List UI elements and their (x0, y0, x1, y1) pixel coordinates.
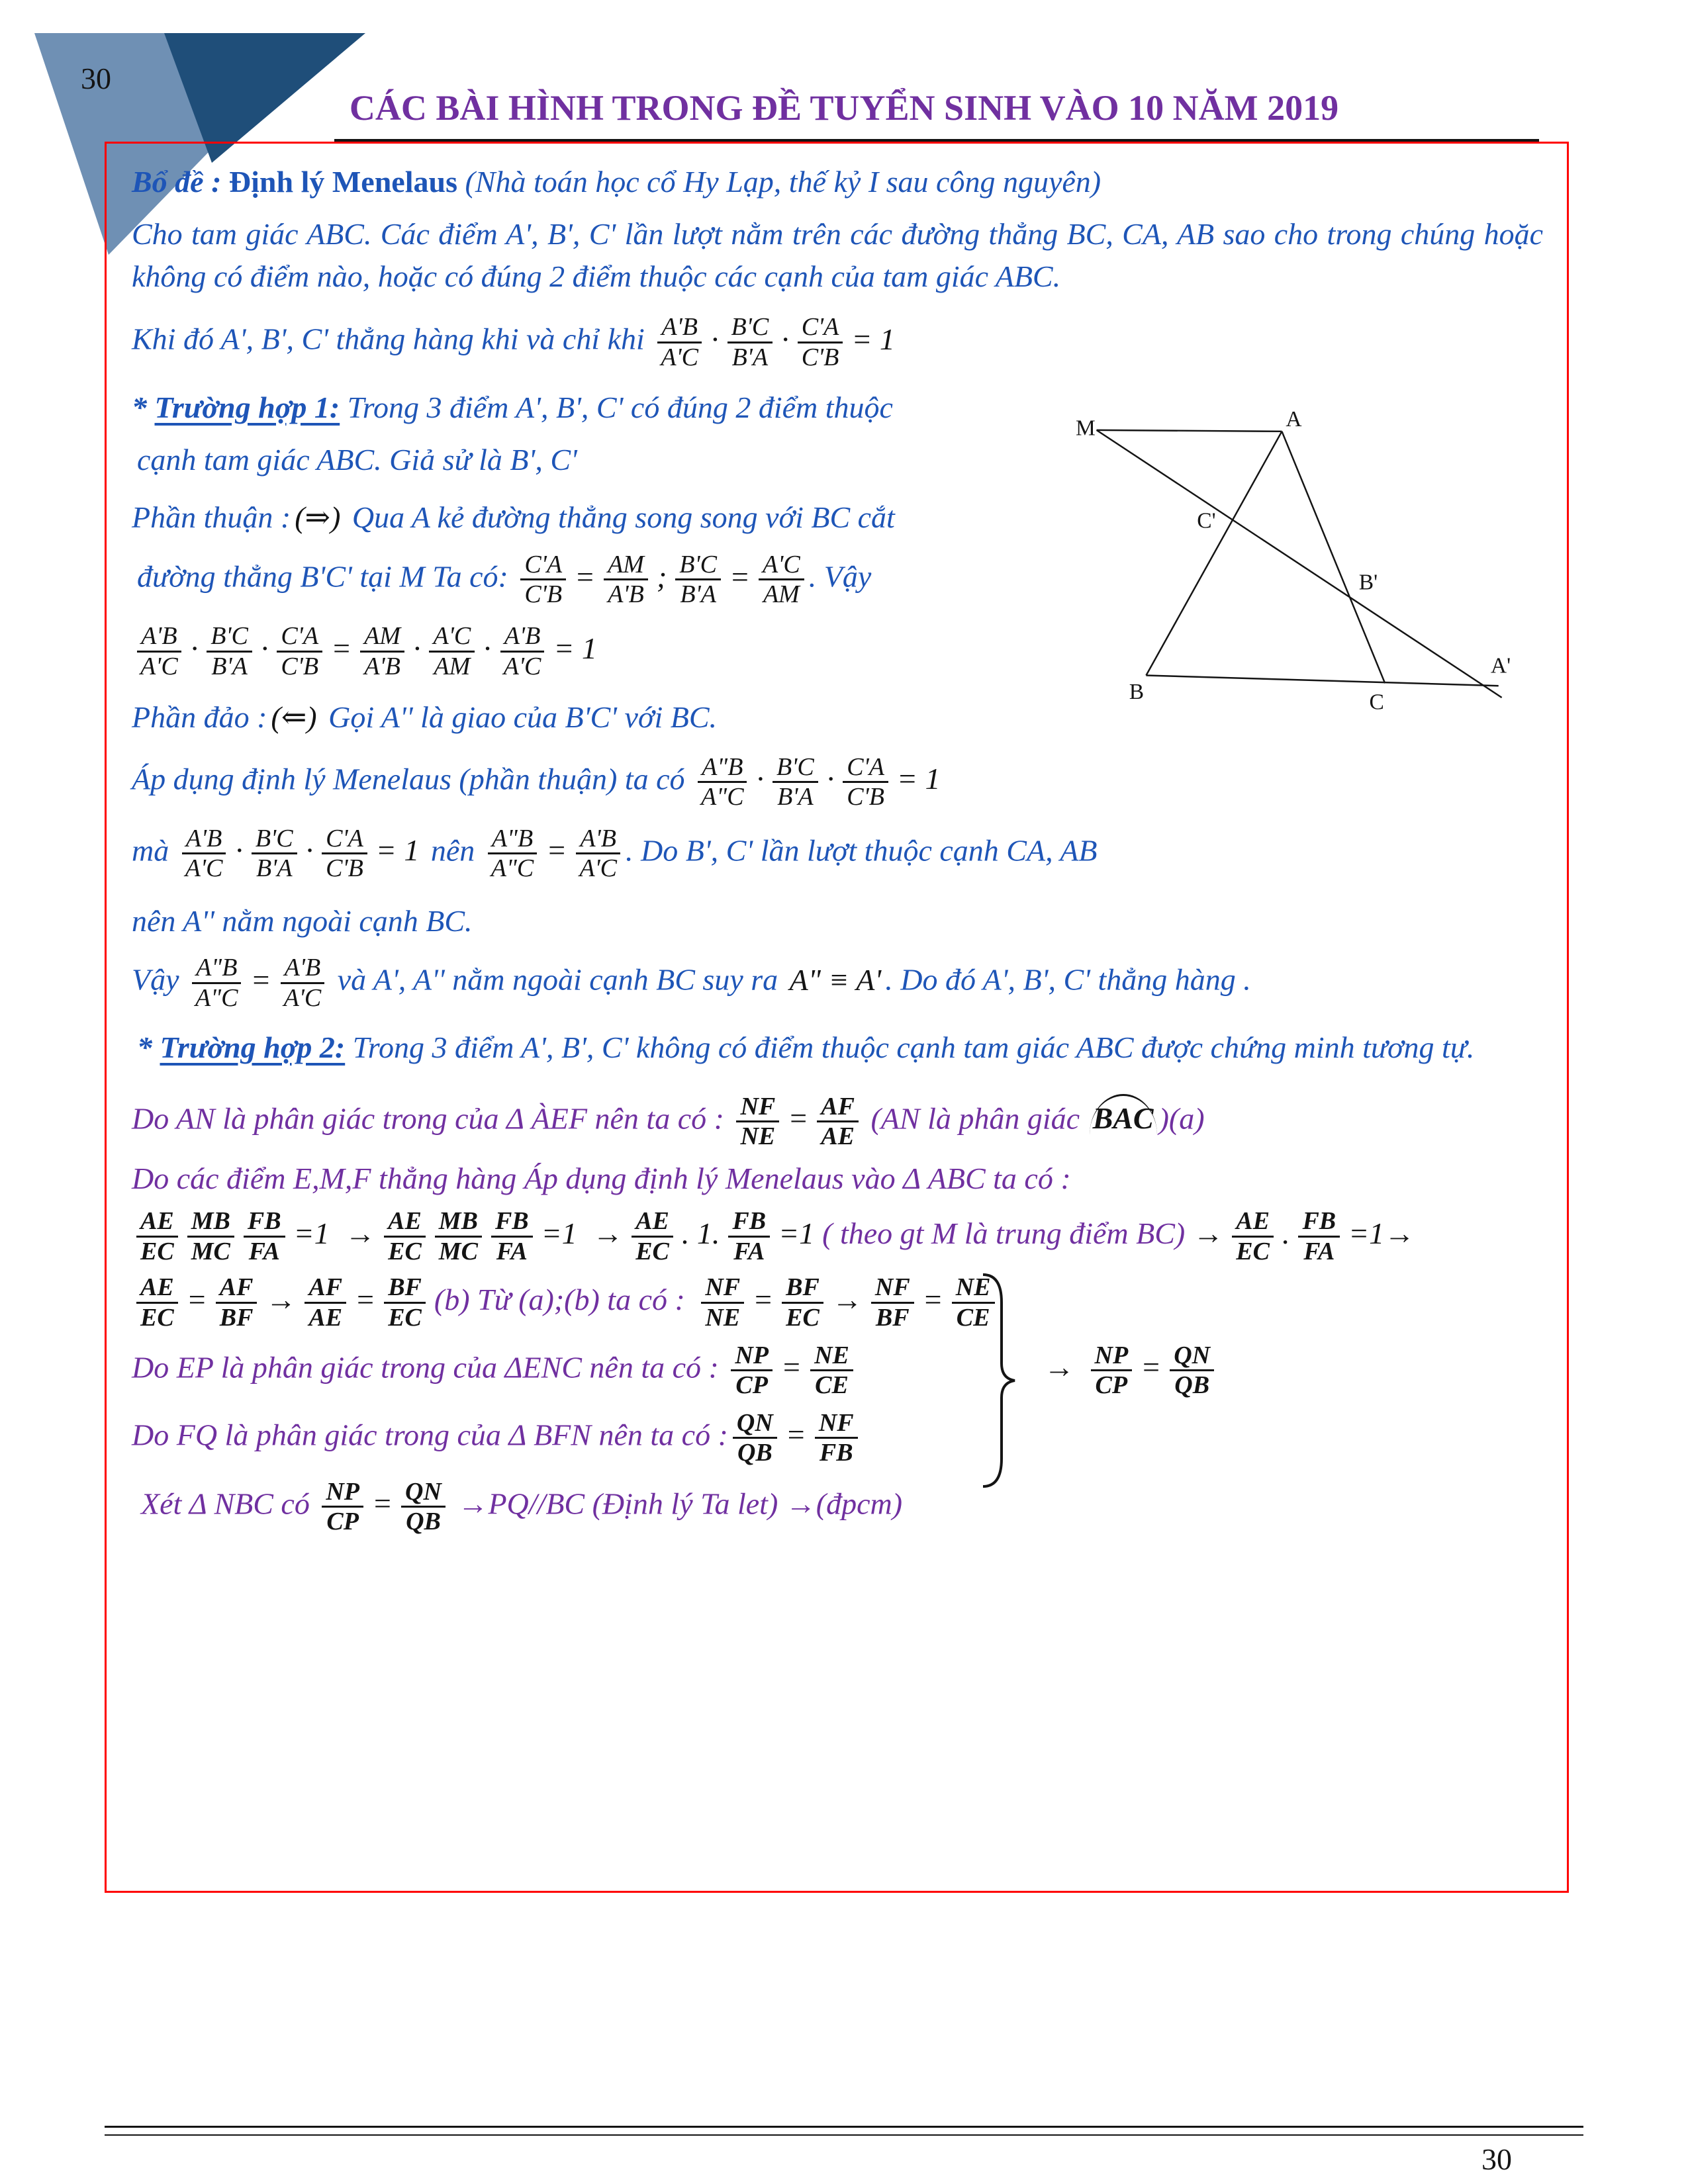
fraction: $\frac{A'B}{A'C}$ (181, 825, 227, 883)
math-token: → (592, 1216, 624, 1250)
math-token: . (1282, 1216, 1290, 1250)
label-A: A (1286, 406, 1302, 432)
footer-rule-bottom (105, 2134, 1583, 2136)
fraction: $\frac{A'B}{A'C}$ (657, 313, 702, 371)
triangle-side-AB (1146, 432, 1282, 676)
math-token: → (265, 1283, 297, 1317)
forward-text-1: Qua A kẻ đường thẳng song song với BC cắt (344, 500, 895, 535)
math-token: = (785, 1418, 806, 1452)
iff-line (132, 313, 1543, 371)
math-token: = (546, 833, 567, 868)
fraction: $\frac{C'A}{C'B}$ (520, 551, 566, 609)
case2-label: Trường hợp 2: (160, 1030, 346, 1065)
math-token: · (483, 631, 491, 665)
reverse-text: Gọi A'' là giao của B'C' với BC. (320, 700, 718, 735)
forward-text-2: đường thẳng B'C' tại M Ta có: (137, 559, 516, 594)
fraction: $\frac{C'A}{C'B}$ (322, 825, 367, 883)
math-token: =1→ (1348, 1216, 1415, 1250)
content-box (105, 142, 1569, 1893)
math-token: = (186, 1283, 207, 1317)
fraction: $\frac{BF}{EC}$ (782, 1273, 823, 1332)
menelaus-transversal (1097, 430, 1502, 698)
an-text-1: Do AN là phân giác trong của Δ ÀEF nên ta có : (132, 1101, 732, 1136)
math-token: =1 (293, 1216, 338, 1250)
forward-formula (516, 550, 808, 609)
math-token: = 1 (896, 762, 941, 796)
fraction: $\frac{MB}{MC}$ (187, 1207, 234, 1265)
fraction: $\frac{AM}{A'B}$ (360, 622, 404, 680)
fq-text: Do FQ là phân giác trong của Δ BFN nên ta có : (132, 1418, 728, 1452)
case1-star: * (132, 390, 155, 424)
fraction: $\frac{NF}{FB}$ (815, 1409, 858, 1467)
an-text-2: (AN là phân giác (863, 1101, 1088, 1136)
ma-text-1: mà (132, 833, 177, 868)
vay-text-1: Vậy (132, 962, 187, 997)
math-token: = (331, 631, 352, 665)
fraction: $\frac{C'A}{C'B}$ (277, 622, 322, 680)
math-token: · (305, 833, 314, 868)
apply-menelaus-line (132, 753, 1543, 811)
math-token: = 1 (375, 833, 420, 868)
math-token: · (781, 322, 789, 357)
apply-text: Áp dụng định lý Menelaus (phần thuận) ta có (132, 762, 693, 796)
fraction: $\frac{MB}{MC}$ (435, 1207, 482, 1265)
math-token: = 1 (851, 322, 895, 357)
conclusion-formula (317, 1477, 450, 1536)
formula-note: (b) Từ (a);(b) ta có : (434, 1283, 693, 1317)
forward-tail: . Vậy (808, 559, 872, 594)
math-token: = (922, 1283, 943, 1317)
emf-line: Do các điểm E,M,F thẳng hàng Áp dụng định lý Menelaus vào Δ ABC ta có : (132, 1161, 1071, 1195)
math-token: → (831, 1283, 863, 1317)
statement-paragraph: Cho tam giác ABC. Các điểm A', B', C' lần lượt nằm trên các đường thẳng BC, CA, AB sao cho trong chúng hoặc không có điểm nào, hoặc có đúng 2 điểm thuộc các cạnh của tam giác ABC. (132, 217, 1543, 293)
vay-line (132, 954, 1543, 1012)
fq-bisector-line (132, 1409, 1543, 1467)
fraction: $\frac{B'C}{B'A}$ (207, 622, 252, 680)
label-B: B (1129, 679, 1145, 704)
fraction: $\frac{QN}{QB}$ (733, 1409, 777, 1467)
fraction: $\frac{B'C}{B'A}$ (727, 313, 773, 371)
forward-label: Phần thuận : (132, 500, 291, 535)
ma-formula-2 (483, 824, 626, 883)
menelaus-chain-formula (132, 1207, 1543, 1265)
math-token: = (781, 1350, 802, 1385)
derivation-group (132, 1273, 1543, 1467)
fraction: $\frac{QN}{QB}$ (1170, 1342, 1214, 1400)
ma-text-2: nên (423, 833, 483, 868)
fraction: $\frac{A'C}{AM}$ (759, 551, 804, 609)
fraction: $\frac{C'A}{C'B}$ (843, 753, 888, 811)
fraction: $\frac{BF}{EC}$ (384, 1273, 426, 1332)
math-token: · (756, 762, 765, 796)
triangle-side-AC (1282, 432, 1385, 683)
math-token: · (711, 322, 719, 357)
fraction: $\frac{NP}{CP}$ (322, 1478, 363, 1536)
lemma-name: Định lý Menelaus (228, 165, 465, 199)
ep-formula (726, 1341, 858, 1400)
line-BC-extended (1146, 675, 1498, 686)
fraction: $\frac{AE}{EC}$ (136, 1207, 178, 1265)
case2-star: * (137, 1030, 160, 1065)
an-text-3: )(a) (1158, 1101, 1205, 1136)
fraction: $\frac{A"B}{A"C}$ (697, 753, 748, 811)
fraction: $\frac{AM}{A'B}$ (604, 551, 648, 609)
fraction: $\frac{FB}{FA}$ (728, 1207, 770, 1265)
case2-text: Trong 3 điểm A', B', C' không có điểm thuộc cạnh tam giác ABC được chứng minh tương tự. (345, 1030, 1475, 1065)
conclusion-text-1: Xét Δ NBC có (141, 1486, 318, 1521)
grouping-brace (979, 1271, 1019, 1489)
lemma-note: (Nhà toán học cổ Hy Lạp, thế kỷ I sau công nguyên) (465, 165, 1102, 199)
fraction: $\frac{NF}{NE}$ (701, 1273, 744, 1332)
math-token: = (788, 1101, 809, 1136)
fraction: $\frac{A'B}{A'C}$ (136, 622, 182, 680)
conclusion-line (132, 1478, 1543, 1536)
math-token: = (575, 559, 596, 594)
fraction: $\frac{C'A}{C'B}$ (798, 313, 843, 371)
fraction: $\frac{A'C}{AM}$ (429, 622, 475, 680)
math-token: . 1. (681, 1216, 720, 1250)
vay-formula-1 (187, 954, 330, 1012)
math-token: = 1 (553, 631, 597, 665)
fraction: $\frac{B'C}{B'A}$ (252, 825, 297, 883)
math-token: → (1193, 1216, 1224, 1250)
fraction: $\frac{AF}{BF}$ (216, 1273, 258, 1332)
math-token: =1 (541, 1216, 585, 1250)
math-token: → (345, 1216, 376, 1250)
bottom-page-number: 30 (1481, 2142, 1512, 2176)
math-token: = (1141, 1350, 1162, 1385)
fraction: $\frac{A'B}{A'C}$ (575, 825, 621, 883)
fraction: $\frac{FB}{FA}$ (244, 1207, 285, 1265)
nen-line: nên A'' nằm ngoài cạnh BC. (132, 903, 473, 938)
fraction: $\frac{NF}{BF}$ (871, 1273, 914, 1332)
top-page-number: 30 (81, 62, 111, 95)
math-token: · (235, 833, 243, 868)
fraction: $\frac{B'C}{B'A}$ (773, 753, 818, 811)
fq-formula (728, 1408, 863, 1467)
label-M: M (1075, 416, 1096, 441)
vay-text-2: và A', A'' nằm ngoài cạnh BC suy ra (330, 962, 786, 997)
math-token: A" ≡ A' (789, 962, 882, 997)
fraction: $\frac{NE}{CE}$ (952, 1273, 995, 1332)
iff-formula (652, 313, 899, 371)
math-token: = (729, 559, 751, 594)
menelaus-figure (1074, 403, 1531, 717)
fraction: $\frac{NP}{CP}$ (731, 1342, 773, 1400)
brace-result-formula (1040, 1342, 1219, 1400)
line-b-formula (132, 1273, 1543, 1332)
fraction: $\frac{A"B}{A"C}$ (487, 825, 538, 883)
fraction: $\frac{AE}{EC}$ (632, 1207, 673, 1265)
fraction: $\frac{B'C}{B'A}$ (675, 551, 721, 609)
fraction: $\frac{AE}{EC}$ (384, 1207, 426, 1265)
fraction: $\frac{FB}{FA}$ (491, 1207, 533, 1265)
fraction: $\frac{A"B}{A"C}$ (191, 954, 242, 1012)
label-A-prime: A' (1490, 653, 1511, 678)
label-B-prime: B' (1358, 570, 1378, 595)
fraction: $\frac{AE}{EC}$ (1232, 1207, 1274, 1265)
math-token: → (1044, 1350, 1082, 1385)
math-token: =1 (778, 1216, 815, 1250)
implies-symbol: (⇒) (295, 500, 341, 535)
lemma-label: Bổ đề : (132, 165, 229, 199)
fraction: $\frac{NF}{NE}$ (736, 1093, 779, 1151)
ep-bisector-line (132, 1342, 1543, 1400)
footer-rule-top (105, 2126, 1583, 2128)
ep-text: Do EP là phân giác trong của ΔENC nên ta có : (132, 1350, 727, 1385)
math-token: = (372, 1486, 393, 1521)
math-token: · (260, 631, 269, 665)
fraction: $\frac{A'B}{A'C}$ (500, 622, 545, 680)
math-token: = (753, 1283, 774, 1317)
vay-text-3: . Do đó A', B', C' thẳng hàng . (885, 962, 1251, 997)
implied-by-symbol: (⇐) (271, 700, 317, 735)
fraction: $\frac{AE}{EC}$ (136, 1273, 178, 1332)
fraction: $\frac{AF}{AE}$ (305, 1273, 346, 1332)
page-title: CÁC BÀI HÌNH TRONG ĐỀ TUYỂN SINH VÀO 10 NĂM 2019 (349, 88, 1339, 128)
math-token: · (826, 762, 835, 796)
brace-path (983, 1275, 1015, 1486)
formula-note: ( theo gt M là trung điểm BC) (822, 1216, 1186, 1250)
case1-label: Trường hợp 1: (154, 390, 340, 424)
an-bisector-line (132, 1093, 1543, 1151)
fraction: $\frac{AF}{AE}$ (817, 1093, 859, 1151)
fraction: $\frac{QN}{QB}$ (401, 1478, 445, 1536)
conclusion-text-2: →PQ//BC (Định lý Ta let) →(đpcm) (449, 1486, 903, 1521)
label-C-prime: C' (1197, 508, 1216, 533)
case1-text-2: cạnh tam giác ABC. Giả sử là B', C' (137, 442, 577, 477)
fraction: $\frac{NE}{CE}$ (810, 1342, 853, 1400)
case2-paragraph (132, 1026, 1543, 1068)
math-token: = (355, 1283, 376, 1317)
angle-arc-BAC: BAC (1090, 1094, 1157, 1139)
ma-formula-1 (177, 824, 424, 883)
iff-text: Khi đó A', B', C' thẳng hàng khi và chỉ khi (132, 322, 653, 357)
vay-formula-2 (786, 963, 886, 997)
math-token: = (250, 962, 271, 997)
ma-line (132, 825, 1543, 883)
ma-text-3: . Do B', C' lần lượt thuộc cạnh CA, AB (626, 833, 1098, 868)
apply-formula (692, 752, 944, 811)
label-C: C (1369, 690, 1384, 715)
math-token: ; (656, 559, 667, 594)
an-formula (731, 1092, 863, 1151)
fraction: $\frac{NP}{CP}$ (1091, 1342, 1133, 1400)
fraction: $\frac{FB}{FA}$ (1298, 1207, 1340, 1265)
reverse-label: Phần đảo : (132, 700, 267, 735)
lemma-line (132, 161, 1543, 203)
case1-text-1: Trong 3 điểm A', B', C' có đúng 2 điểm thuộc (340, 390, 893, 424)
math-token: · (412, 631, 421, 665)
math-token: · (190, 631, 199, 665)
line-MA (1097, 430, 1282, 432)
fraction: $\frac{A'B}{A'C}$ (280, 954, 326, 1012)
